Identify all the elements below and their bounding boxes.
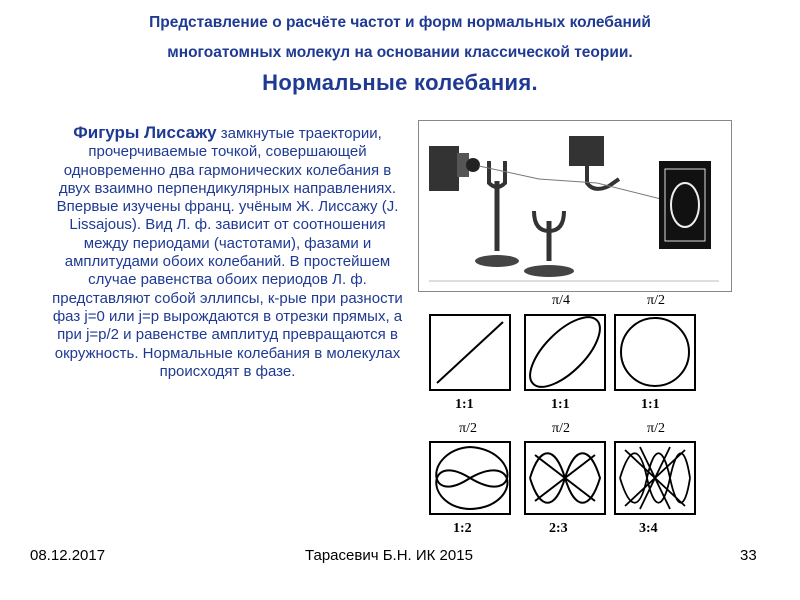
ratio-label-2-1: 1:2	[453, 521, 472, 535]
light-beam-3	[597, 183, 669, 201]
ratio-label-2-3: 3:4	[639, 521, 658, 535]
ratio-label-1-3: 1:1	[641, 397, 660, 412]
apparatus-photo	[418, 120, 732, 292]
lissajous-figure-2-3	[530, 453, 600, 503]
phase-label-2-3: π/2	[647, 421, 665, 436]
footer-page-number: 33	[740, 547, 757, 564]
subtitle-line-1: Представление о расчёте частот и форм нормальных колебаний	[149, 14, 651, 31]
footer-author: Тарасевич Б.Н. ИК 2015	[305, 547, 473, 564]
lead-term: Фигуры Лиссажу	[73, 123, 217, 142]
ratio-label-1-1: 1:1	[455, 397, 474, 412]
frame-1-3	[615, 315, 695, 390]
subtitle-line-2: многоатомных молекул на основании классической теории.	[167, 44, 633, 61]
footer-date: 08.12.2017	[30, 547, 106, 564]
lamp-housing	[429, 146, 459, 191]
phase-label-2-1: π/2	[459, 421, 477, 436]
phase-label-1-2: π/4	[552, 293, 570, 308]
slide-title: Нормальные колебания.	[262, 70, 538, 95]
lissajous-grid	[425, 290, 715, 535]
ratio-label-1-2: 1:1	[551, 397, 570, 412]
phase-label-1-3: π/2	[647, 293, 665, 308]
description-text: замкнутые траектории, прочерчиваемые точкой, совершающей одновременно два гармонических колебания в двух взаимно перпендикулярных направлениях. Впервые изучены франц. учёным Ж. Лиссажу (J. Lissajous). Вид Л. ф. зависит от соотношения между периодами (частотами), фазами и амплитудами обоих колебаний. В простейшем случае равенства обоих периодов Л. ф. представляют собой эллипсы, к-рые при разности фаз j=0 или j=p вырождаются в отрезки прямых, а при j=p/2 и равенстве амплитуд превращаются в окружность. Нормальные колебания в молекулах происходят в фазе.	[52, 125, 403, 380]
mirror-housing	[569, 136, 604, 166]
lissajous-description	[50, 124, 405, 381]
lissajous-figure-1-2	[436, 447, 507, 509]
lissajous-figures	[425, 290, 715, 535]
lissajous-figure-3-4	[620, 447, 690, 509]
apparatus-drawing	[419, 121, 731, 291]
fork-base-1	[475, 255, 519, 267]
slide-header	[0, 8, 800, 96]
fork-base-2	[524, 265, 574, 277]
lamp-aperture	[466, 158, 480, 172]
ratio-label-2-2: 2:3	[549, 521, 568, 535]
lissajous-circle	[621, 318, 689, 386]
screen	[659, 161, 711, 249]
mirror-arm	[587, 166, 619, 189]
lissajous-line	[437, 322, 503, 383]
phase-label-2-2: π/2	[552, 421, 570, 436]
lissajous-ellipse	[519, 306, 611, 398]
